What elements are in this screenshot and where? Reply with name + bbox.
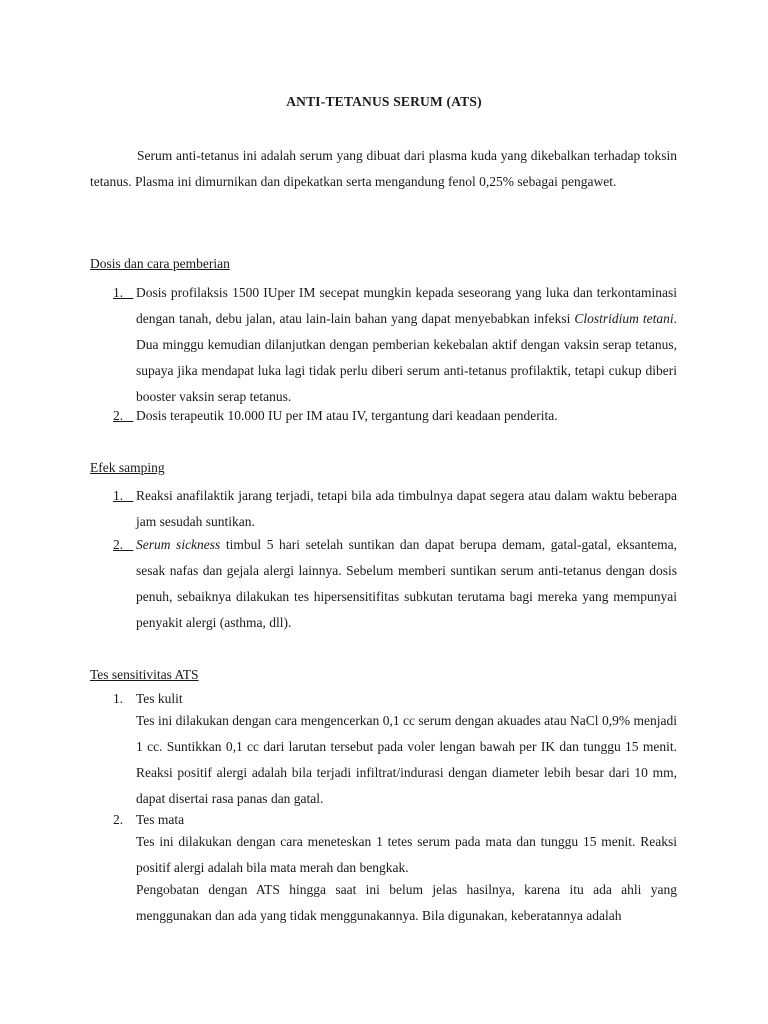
section-heading-dosis: Dosis dan cara pemberian [90, 256, 230, 271]
list-item [90, 280, 677, 410]
list-item [90, 690, 677, 812]
list-number: 2. [113, 537, 124, 552]
dosis-list [90, 280, 677, 425]
list-text: Tes ini dilakukan dengan cara mengencerkan 0,1 cc serum dengan akuades atau NaCl 0,9% menjadi 1 cc. Suntikkan 0,1 cc dari larutan tersebut pada voler lengan bawah per IK dan tunggu 15 menit. Reaksi positif alergi adalah bila terjadi infiltrat/indurasi dengan diameter lebih besar dari 10 mm, dapat disertai rasa panas dan gatal. [136, 713, 677, 806]
list-number: 1. [113, 285, 124, 300]
efek-list [90, 483, 677, 636]
list-text: . Dua minggu kemudian dilanjutkan dengan pemberian kekebalan aktif dengan vaksin serap tetanus, supaya jika mendapat luka lagi tidak perlu diberi serum anti-tetanus profilaktik, tetapi cukup diberi booster vaksin serap tetanus. [136, 311, 677, 404]
list-item [90, 483, 677, 535]
tes-list [90, 690, 677, 929]
list-number: 2. [113, 408, 124, 423]
list-text: timbul 5 hari setelah suntikan dan dapat berupa demam, gatal-gatal, eksantema, sesak nafas dan gejala alergi lainnya. Sebelum memberi suntikan serum anti-tetanus dengan dosis penuh, sebaiknya dilakukan tes hipersensitifitas subkutan terutama bagi mereka yang mempunyai penyakit alergi (asthma, dll). [136, 537, 678, 630]
list-item [90, 532, 677, 636]
section-heading-tes: Tes sensitivitas ATS [90, 667, 199, 682]
page-title: ANTI-TETANUS SERUM (ATS) [286, 94, 482, 109]
list-text: Dosis terapeutik 10.000 IU per IM atau IV, tergantung dari keadaan penderita. [136, 408, 558, 423]
list-text-italic: Serum sickness [136, 537, 221, 552]
list-item-title: Tes mata [136, 812, 185, 827]
list-number: 2. [113, 812, 124, 827]
list-number: 1. [113, 691, 124, 706]
list-text: Tes ini dilakukan dengan cara meneteskan 1 tetes serum pada mata dan tunggu 15 menit. Reaksi positif alergi adalah bila mata merah dan bengkak. [136, 834, 677, 875]
list-text-italic: Clostridium tetani [574, 311, 674, 326]
list-text: Pengobatan dengan ATS hingga saat ini belum jelas hasilnya, karena itu ada ahli yang menggunakan dan ada yang tidak menggunakannya. Bila digunakan, keberatannya adalah [136, 882, 677, 923]
list-item [90, 811, 677, 929]
list-item-title: Tes kulit [136, 691, 183, 706]
section-heading-efek: Efek samping [90, 460, 165, 475]
list-text: Reaksi anafilaktik jarang terjadi, tetapi bila ada timbulnya dapat segera atau dalam waktu beberapa jam sesudah suntikan. [136, 488, 677, 529]
intro-paragraph: Serum anti-tetanus ini adalah serum yang dibuat dari plasma kuda yang dikebalkan terhadap toksin tetanus. Plasma ini dimurnikan dan dipekatkan serta mengandung fenol 0,25% sebagai pengawet. [90, 148, 677, 189]
list-number: 1. [113, 488, 124, 503]
list-text: Dosis profilaksis 1500 IUper IM secepat mungkin kepada seseorang yang luka dan terkontaminasi dengan tanah, debu jalan, atau lain-lain bahan yang dapat menyebabkan infeksi [136, 285, 677, 326]
list-item [90, 407, 677, 425]
